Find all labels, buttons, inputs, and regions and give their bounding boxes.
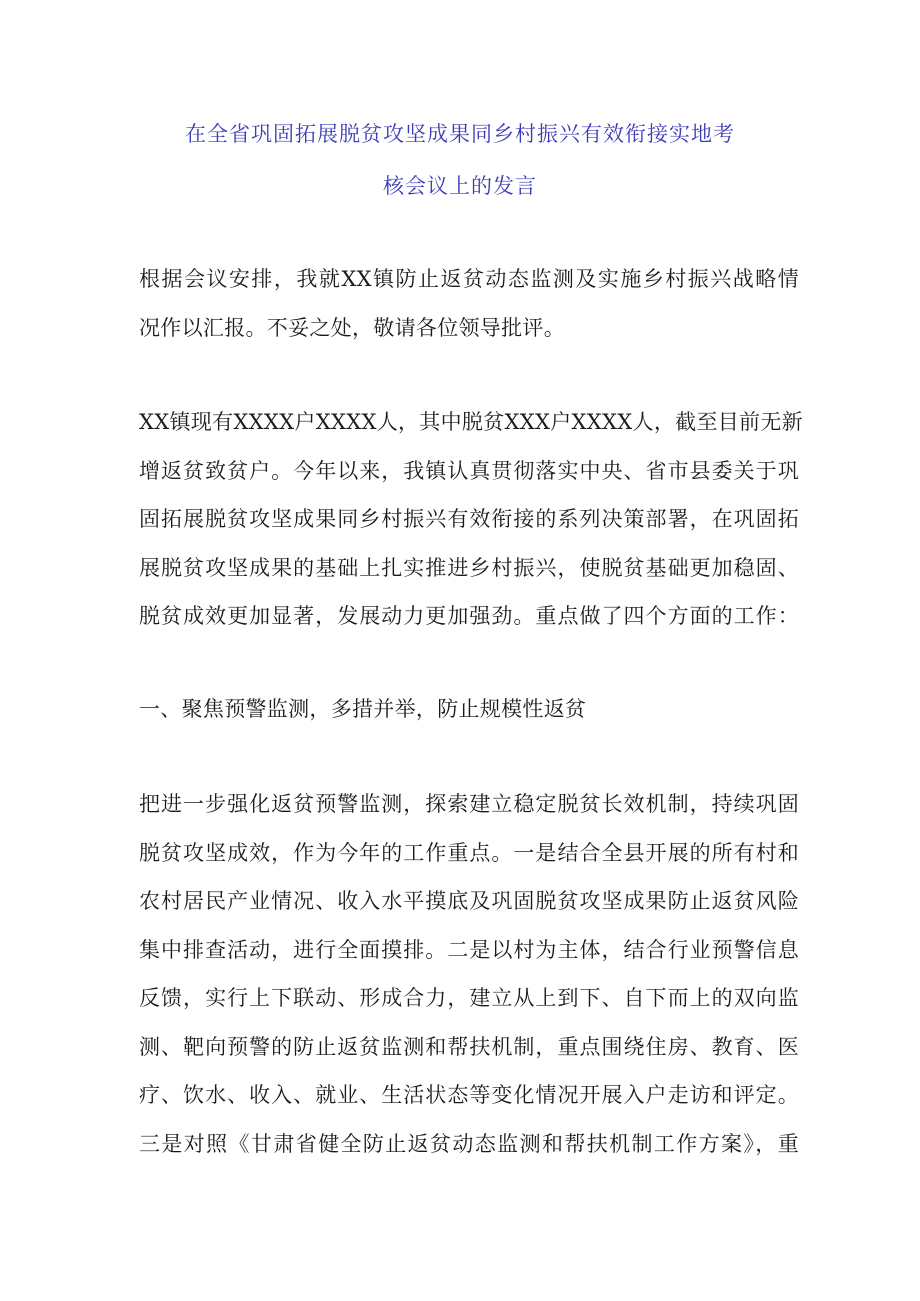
paragraph-line: 三是对照《甘肃省健全防止返贫动态监测和帮扶机制工作方案》，重	[139, 1131, 799, 1156]
paragraph-line: 把进一步强化返贫预警监测，探索建立稳定脱贫长效机制，持续巩固	[139, 792, 799, 816]
heading-text: 一、聚焦预警监测，多措并举，防止规模性返贫	[139, 697, 587, 721]
paragraph-line: 农村居民产业情况、收入水平摸底及巩固脱贫攻坚成果防止返贫风险	[139, 889, 799, 913]
paragraph-line: 展脱贫攻坚成果的基础上扎实推进乡村振兴，使脱贫基础更加稳固、	[139, 555, 799, 580]
intro-paragraph	[139, 255, 799, 352]
paragraph-line: 固拓展脱贫攻坚成果同乡村振兴有效衔接的系列决策部署，在巩固拓	[139, 507, 799, 531]
paragraph-line: 测、靶向预警的防止返贫监测和帮扶机制，重点围绕住房、教育、医	[139, 1034, 799, 1059]
paragraph-line: 脱贫攻坚成效，作为今年的工作重点。一是结合全县开展的所有村和	[139, 840, 799, 865]
paragraph-line: 根据会议安排，我就XX镇防止返贫动态监测及实施乡村振兴战略情	[139, 267, 799, 291]
paragraph-line: 反馈，实行上下联动、形成合力，建立从上到下、自下而上的双向监	[139, 986, 799, 1010]
section-heading-1	[139, 685, 799, 734]
paragraph-line: 集中排查活动，进行全面摸排。二是以村为主体，结合行业预警信息	[139, 937, 799, 962]
paragraph-line: 脱贫成效更加显著，发展动力更加强劲。重点做了四个方面的工作：	[139, 604, 799, 628]
paragraph-line: 疗、饮水、收入、就业、生活状态等变化情况开展入户走访和评定。	[139, 1083, 799, 1107]
document-title-line-1: 在全省巩固拓展脱贫攻坚成果同乡村振兴有效衔接实地考	[185, 122, 735, 146]
section-1-paragraph	[139, 780, 799, 1168]
overview-paragraph	[139, 398, 803, 641]
paragraph-line: 增返贫致贫户。今年以来，我镇认真贯彻落实中央、省市县委关于巩	[139, 458, 799, 483]
document-title-line-2: 核会议上的发言	[383, 174, 537, 198]
paragraph-line: 况作以汇报。不妥之处，敬请各位领导批评。	[139, 315, 565, 340]
paragraph-line: XX镇现有XXXX户XXXX人，其中脱贫XXX户XXXX人，截至目前无新	[139, 410, 803, 434]
